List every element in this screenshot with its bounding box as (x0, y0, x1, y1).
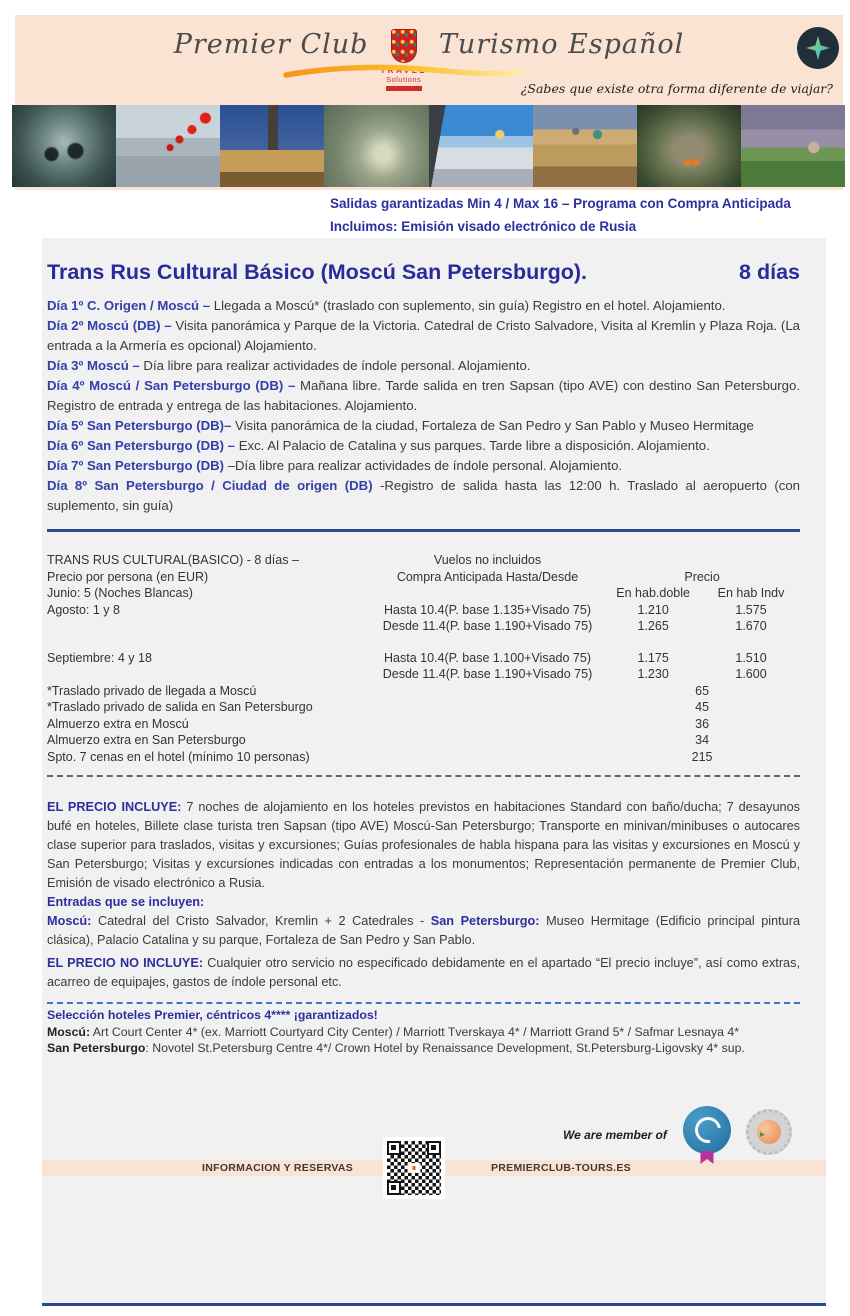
itinerary-day (47, 376, 800, 416)
cell-value: 45 (695, 700, 710, 714)
day-label: Día 8º San Petersburgo / Ciudad de origen (DB) (47, 478, 373, 493)
supplement-row (47, 716, 800, 733)
swoosh-decoration (283, 61, 523, 81)
day-label: Día 3º Moscú – (47, 358, 140, 373)
cell-value: 36 (695, 716, 710, 731)
col-header-double: En hab.doble (616, 586, 690, 600)
entries-sp-label: San Petersburgo: (430, 914, 540, 928)
day-text: -Registro de salida hasta las 12:00 h. Traslado al aeropuerto (con suplemento, sin guía) (47, 478, 800, 513)
hotels-sp-label: San Petersburgo (47, 1041, 146, 1055)
brand-script-left: Premier Club (173, 29, 369, 60)
cell-label: Almuerzo extra en Moscú (47, 716, 189, 731)
footer-website-link[interactable]: PREMIERCLUB-TOURS.ES (491, 1162, 631, 1174)
itinerary-day (47, 476, 800, 516)
hotels-sp-line (47, 1040, 800, 1057)
day-label: Día 7º San Petersburgo (DB) (47, 458, 225, 473)
itinerary-day (47, 316, 800, 356)
col-header-single: En hab Indv (717, 586, 785, 600)
brand-script-right: Turismo Español (438, 29, 685, 60)
itinerary-day (47, 416, 800, 436)
city-wall-lanterns-photo (116, 105, 220, 187)
cell-price-header: Precio (684, 569, 720, 584)
pricing-table (47, 552, 800, 765)
cathedral-aerial-photo (324, 105, 428, 187)
program-duration: 8 días (739, 260, 800, 284)
cell-value: 34 (695, 733, 710, 747)
cell-label: Junio: 5 (Noches Blancas) (47, 586, 193, 600)
qr-finder-icon (427, 1141, 441, 1155)
table-row (47, 650, 800, 667)
table-row (47, 602, 800, 619)
cell-price-double: 1.230 (637, 667, 669, 681)
entries-sp-text: Museo Hermitage (Edificio principal pintura clásica), Palacio Catalina y su parque, Fortaleza de San Pedro y San Pablo. (47, 914, 800, 947)
hotels-moscow-text: Art Court Center 4* (ex. Marriott Courtyard City Center) / Marriott Tverskaya 4* / Marriott Grand 5* / Safmar Lesnaya 4* (90, 1024, 740, 1039)
day-label: Día 1º C. Origen / Moscú – (47, 298, 211, 313)
program-title-row (47, 238, 800, 285)
cell-label: TRANS RUS CULTURAL(BASICO) - 8 días – (47, 553, 299, 567)
hotels-section (47, 1007, 800, 1057)
cell-price-double: 1.210 (637, 602, 669, 617)
mosque-dusk-photo (220, 105, 324, 187)
bukhara-old-city-photo (533, 105, 637, 187)
hotels-moscow-label: Moscú: (47, 1024, 91, 1039)
cell-mid: Vuelos no incluidos (433, 553, 542, 567)
price-includes-section (47, 798, 800, 992)
hotels-title: Selección hoteles Premier, céntricos 4**** ¡garantizados! (47, 1008, 378, 1022)
destination-photo-strip (12, 105, 845, 187)
table-spacer (47, 635, 800, 650)
hotels-sp-text: : Novotel St.Petersburg Centre 4*/ Crown Hotel by Renaissance Development, St.Petersburg-Ligovsky 4* sup. (145, 1041, 745, 1055)
qr-center-logo (408, 1163, 421, 1173)
day-text: Día libre para realizar actividades de índole personal. Alojamiento. (139, 358, 531, 373)
entries-paragraph (47, 912, 800, 950)
fishermen-photo (12, 105, 116, 187)
table-row (47, 618, 800, 635)
day-label: Día 4º Moscú / San Petersburgo (DB) – (47, 378, 296, 393)
cell-price-single: 1.510 (735, 650, 767, 665)
cell-mid: Hasta 10.4(P. base 1.135+Visado 75) (384, 602, 591, 617)
footer-info-label: INFORMACION Y RESERVAS (202, 1162, 354, 1174)
header-tagline: ¿Sabes que existe otra forma diferente de viajar? (520, 81, 833, 96)
app-star-icon (806, 36, 830, 60)
member-badge-silver-icon (746, 1109, 792, 1155)
price-includes-paragraph (47, 798, 800, 893)
itinerary-day (47, 456, 800, 476)
day-text: Visita panorámica y Parque de la Victoria. Catedral de Cristo Salvadore, Visita al Kremlin y Plaza Roja. (La entrada a la Armería es opcional) Alojamiento. (47, 318, 800, 353)
supplement-row (47, 749, 800, 766)
table-row (47, 585, 800, 602)
logo-red-bar (386, 86, 422, 91)
cell-price-double: 1.265 (637, 619, 669, 633)
qr-finder-icon (387, 1181, 401, 1195)
cell-value: 65 (695, 683, 710, 698)
price-not-includes-text: Cualquier otro servicio no especificado debidamente en el apartado “El precio incluye”, así como extras, acarreo de equipajes, gastos de índole personal etc. (47, 956, 800, 989)
day-text: Exc. Al Palacio de Catalina y sus parques. Tarde libre a disposición. Alojamiento. (235, 438, 710, 453)
hotels-moscow-line (47, 1024, 800, 1041)
price-includes-text: 7 noches de alojamiento en los hoteles previstos en habitaciones Standard con baño/ducha; 7 desayunos bufé en hoteles, Billete clase turista tren Sapsan (tipo AVE) Moscú-San Petersburgo; Transporte en minivan/minibuses o autocares clase superior para traslados, visitas y excursiones; Guías profesionales de habla hispana para las visitas y excursiones en Moscú y San Petersburgo; Visitas y excursiones indicadas con entradas a los monumentos; Representación permanente de Premier Club, Emisión de visado electrónico a Rusia. (47, 800, 800, 890)
program-title: Trans Rus Cultural Básico (Moscú San Petersburgo). (47, 260, 587, 284)
brand-shield-icon (391, 29, 417, 63)
blue-dashed-divider (47, 1002, 800, 1004)
gergeti-church-photo (741, 105, 845, 187)
cell-mid: Hasta 10.4(P. base 1.100+Visado 75) (384, 650, 591, 665)
day-text: –Día libre para realizar actividades de índole personal. Alojamiento. (224, 458, 623, 473)
guarantee-banner (330, 192, 791, 238)
cell-label: *Traslado privado de salida en San Petersburgo (47, 700, 313, 714)
logo-travel-label: TRAVEL (380, 66, 427, 75)
cell-mid: Desde 11.4(P. base 1.190+Visado 75) (382, 619, 593, 633)
entries-moscow-label: Moscú: (47, 914, 92, 928)
day-label: Día 6º San Petersburgo (DB) – (47, 438, 236, 453)
itinerary-day (47, 436, 800, 456)
dashed-divider (47, 775, 800, 777)
supplement-row (47, 683, 800, 700)
day-text: Mañana libre. Tarde salida en tren Sapsan (tipo AVE) con destino San Petersburgo. Registro de entrada y entrega de las habitaciones. Alojamiento. (47, 378, 800, 413)
moscow-bridge-photo (429, 105, 533, 187)
cell-label: Precio por persona (en EUR) (47, 569, 209, 584)
supplement-row (47, 699, 800, 716)
supplement-row (47, 732, 800, 749)
cell-label: Spto. 7 cenas en el hotel (mínimo 10 personas) (47, 749, 310, 764)
cell-mid: Compra Anticipada Hasta/Desde (396, 569, 579, 584)
table-row (47, 552, 800, 569)
day-label: Día 2º Moscú (DB) – (47, 318, 172, 333)
day-text: Llegada a Moscú* (traslado con suplemento, sin guía) Registro en el hotel. Alojamiento. (210, 298, 726, 313)
entries-title: Entradas que se incluyen: (47, 895, 205, 909)
brand-shield-block (380, 29, 426, 91)
price-includes-title: EL PRECIO INCLUYE: (47, 800, 182, 814)
cell-label: Septiembre: 4 y 18 (47, 650, 152, 665)
content-panel (42, 238, 826, 1306)
price-not-includes-title: EL PRECIO NO INCLUYE: (47, 956, 204, 970)
member-badge-blue-icon (683, 1106, 731, 1154)
guarantee-line-1: Salidas garantizadas Min 4 / Max 16 – Programa con Compra Anticipada (330, 196, 791, 211)
navy-divider (47, 529, 800, 532)
cell-label: Agosto: 1 y 8 (47, 602, 120, 617)
cell-label: Almuerzo extra en San Petersburgo (47, 733, 246, 747)
cell-price-double: 1.175 (637, 650, 669, 665)
app-star-button[interactable] (797, 27, 839, 69)
day-label: Día 5º San Petersburgo (DB)– (47, 418, 232, 433)
qr-finder-icon (387, 1141, 401, 1155)
cell-price-single: 1.575 (735, 602, 767, 617)
logo-solutions-label: Solutions (385, 75, 422, 84)
cell-label: *Traslado privado de llegada a Moscú (47, 683, 257, 698)
itinerary (47, 296, 800, 516)
qr-code (383, 1137, 445, 1199)
day-text: Visita panorámica de la ciudad, Fortaleza de San Pedro y San Pablo y Museo Hermitage (231, 418, 754, 433)
table-row (47, 666, 800, 683)
guarantee-line-2: Incluimos: Emisión visado electrónico de Rusia (330, 219, 637, 234)
price-not-includes-paragraph (47, 954, 800, 992)
cell-value: 215 (691, 749, 713, 764)
entries-moscow-text: Catedral del Cristo Salvador, Kremlin + 2 Catedrales - (91, 914, 431, 928)
cell-mid: Desde 11.4(P. base 1.190+Visado 75) (382, 667, 593, 681)
cell-price-single: 1.670 (735, 619, 767, 633)
itinerary-day (47, 296, 800, 316)
itinerary-day (47, 356, 800, 376)
footer-member-text: We are member of (563, 1128, 667, 1142)
angkor-temple-photo (637, 105, 741, 187)
table-row (47, 569, 800, 586)
cell-price-single: 1.600 (735, 667, 767, 681)
